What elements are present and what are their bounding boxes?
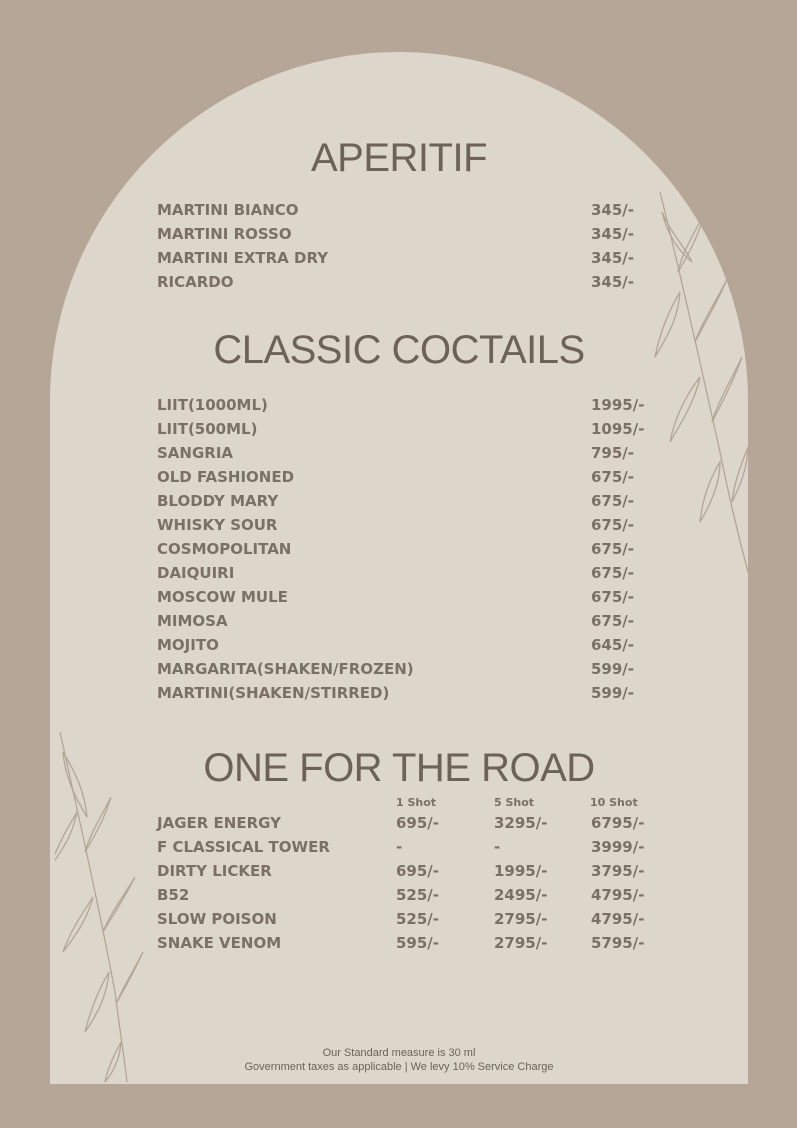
menu-item-name: SNAKE VENOM (157, 934, 282, 952)
menu-item-price: 675/- (591, 612, 635, 630)
menu-item-price: 795/- (591, 444, 635, 462)
menu-item-price: 599/- (591, 684, 635, 702)
menu-item-price: 345/- (591, 225, 635, 243)
price-1-shot: 525/- (396, 886, 440, 904)
menu-item-price: 1995/- (591, 396, 645, 414)
price-5-shot: 2495/- (494, 886, 548, 904)
column-header-5-shot: 5 Shot (494, 796, 535, 809)
menu-item-price: 675/- (591, 468, 635, 486)
price-10-shot: 4795/- (591, 886, 645, 904)
menu-item-name: MOJITO (157, 636, 219, 654)
menu-item-name: MARTINI(SHAKEN/STIRRED) (157, 684, 390, 702)
menu-item-price: 1095/- (591, 420, 645, 438)
section-title-aperitif: APERITIF (310, 136, 488, 180)
menu-item-name: OLD FASHIONED (157, 468, 295, 486)
menu-item-price: 675/- (591, 492, 635, 510)
price-5-shot: - (494, 838, 501, 856)
menu-item-name: BLODDY MARY (157, 492, 279, 510)
menu-item-price: 675/- (591, 564, 635, 582)
menu-item-price: 345/- (591, 201, 635, 219)
menu-item-name: F CLASSICAL TOWER (157, 838, 330, 856)
price-10-shot: 6795/- (591, 814, 645, 832)
menu-item-price: 345/- (591, 273, 635, 291)
price-10-shot: 3795/- (591, 862, 645, 880)
footer-measure-note: Our Standard measure is 30 ml (322, 1047, 476, 1059)
menu-item-price: 645/- (591, 636, 635, 654)
price-1-shot: 525/- (396, 910, 440, 928)
menu-item-name: MIMOSA (157, 612, 228, 630)
menu-item-name: WHISKY SOUR (157, 516, 278, 534)
price-10-shot: 4795/- (591, 910, 645, 928)
menu-item-name: MARTINI ROSSO (157, 225, 292, 243)
menu-item-price: 675/- (591, 588, 635, 606)
price-1-shot: 695/- (396, 862, 440, 880)
price-5-shot: 2795/- (494, 910, 548, 928)
price-10-shot: 5795/- (591, 934, 645, 952)
menu-item-name: DIRTY LICKER (157, 862, 272, 880)
menu-item-name: B52 (157, 886, 190, 904)
menu-item-name: SANGRIA (157, 444, 234, 462)
price-10-shot: 3999/- (591, 838, 645, 856)
menu-item-price: 675/- (591, 540, 635, 558)
menu-item-name: DAIQUIRI (157, 564, 235, 582)
section-title-classic-cocktails: CLASSIC COCTAILS (213, 328, 585, 372)
menu-item-name: MARTINI EXTRA DRY (157, 249, 329, 267)
footer-tax-note: Government taxes as applicable | We levy 10% Service Charge (244, 1061, 554, 1073)
menu-item-price: 345/- (591, 249, 635, 267)
menu-item-name: MARGARITA(SHAKEN/FROZEN) (157, 660, 414, 678)
price-1-shot: 595/- (396, 934, 440, 952)
menu-item-price: 675/- (591, 516, 635, 534)
column-header-1-shot: 1 Shot (396, 796, 437, 809)
menu-item-price: 599/- (591, 660, 635, 678)
price-5-shot: 2795/- (494, 934, 548, 952)
price-5-shot: 1995/- (494, 862, 548, 880)
column-header-10-shot: 10 Shot (590, 796, 638, 809)
price-5-shot: 3295/- (494, 814, 548, 832)
menu-item-name: LIIT(500ML) (157, 420, 258, 438)
price-1-shot: - (396, 838, 403, 856)
menu-item-name: COSMOPOLITAN (157, 540, 292, 558)
menu-card (50, 52, 748, 1084)
menu-item-name: MARTINI BIANCO (157, 201, 299, 219)
section-title-one-for-the-road: ONE FOR THE ROAD (203, 746, 595, 790)
menu-item-name: SLOW POISON (157, 910, 277, 928)
menu-item-name: MOSCOW MULE (157, 588, 288, 606)
menu-item-name: JAGER ENERGY (157, 814, 281, 832)
menu-item-name: LIIT(1000ML) (157, 396, 268, 414)
menu-item-name: RICARDO (157, 273, 234, 291)
price-1-shot: 695/- (396, 814, 440, 832)
